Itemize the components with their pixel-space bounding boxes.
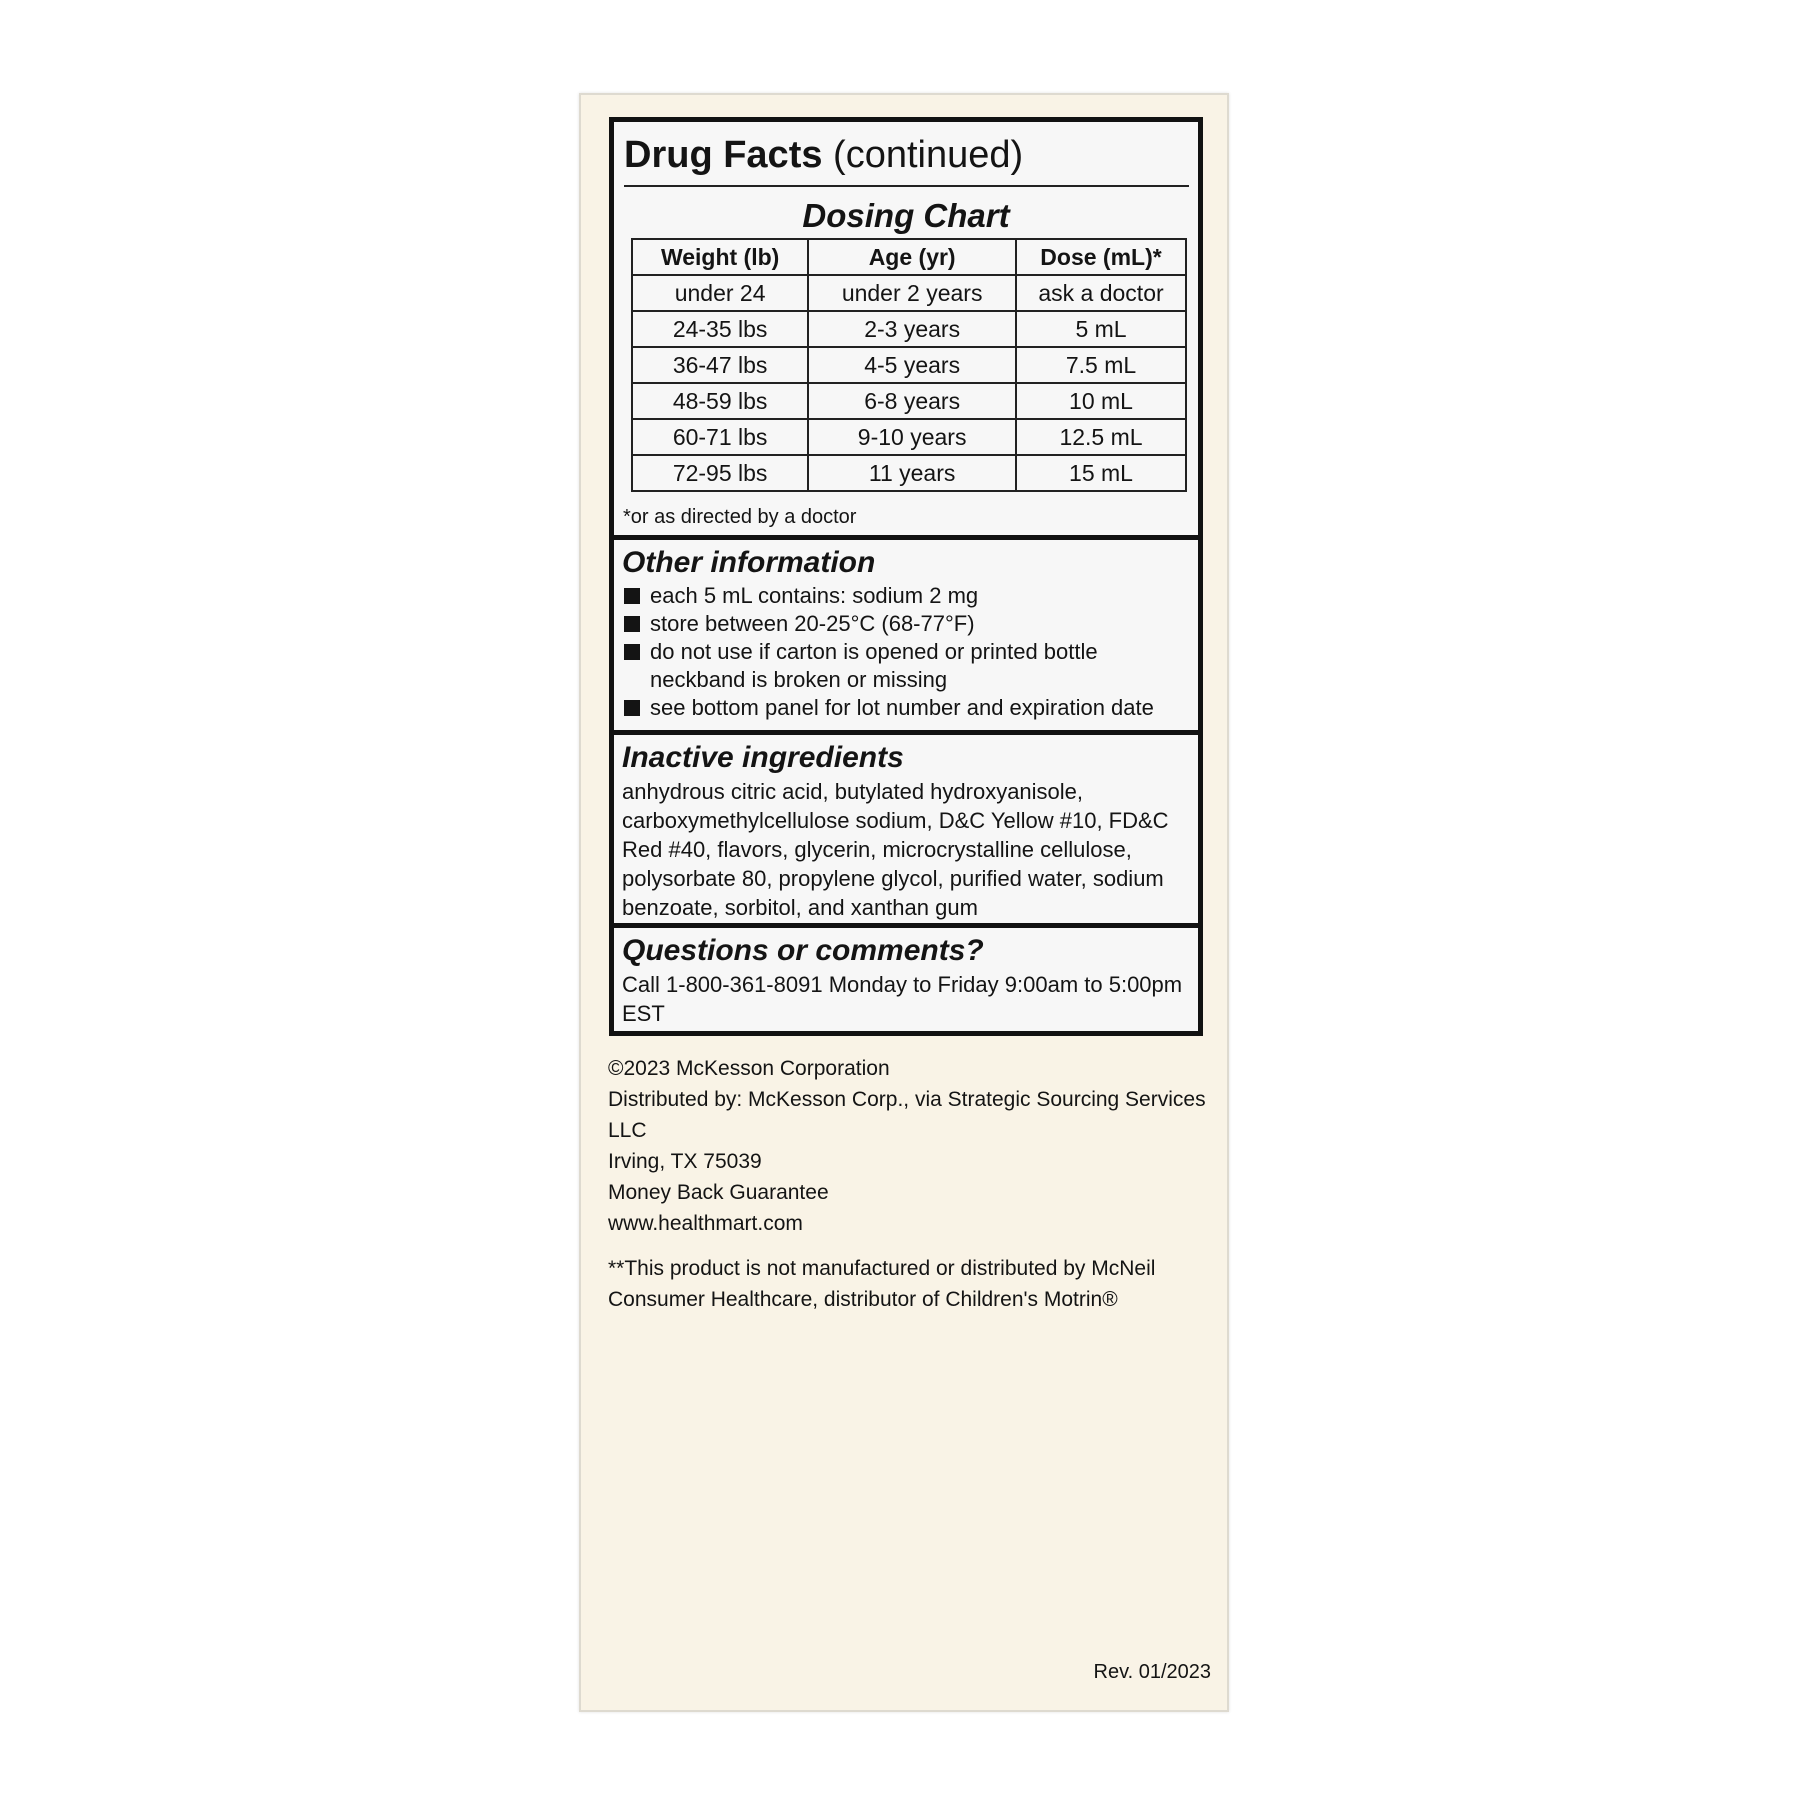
copyright-line: ©2023 McKesson Corporation: [608, 1057, 890, 1080]
other-information-title: Other information: [622, 546, 876, 579]
questions-section: [614, 923, 1198, 1031]
label-panel: [579, 93, 1229, 1712]
column-header-age: Age (yr): [808, 239, 1016, 275]
table-cell: 24-35 lbs: [632, 311, 808, 347]
dosing-chart-title: Dosing Chart: [802, 197, 1010, 234]
table-cell: 12.5 mL: [1016, 419, 1186, 455]
table-cell: ask a doctor: [1016, 275, 1186, 311]
dosing-chart-note: *or as directed by a doctor: [623, 506, 857, 528]
table-cell: 9-10 years: [808, 419, 1016, 455]
table-row: [632, 275, 1186, 311]
list-item: [622, 610, 1190, 638]
table-cell: 36-47 lbs: [632, 347, 808, 383]
table-row: [632, 347, 1186, 383]
questions-title: Questions or comments?: [622, 934, 984, 967]
drug-facts-title: [624, 130, 1189, 187]
distributor-info: [608, 1053, 1208, 1315]
list-item-text: each 5 mL contains: sodium 2 mg: [650, 583, 979, 608]
list-item-text: store between 20-25°C (68-77°F): [650, 611, 975, 636]
table-cell: 15 mL: [1016, 455, 1186, 491]
list-item: [622, 638, 1190, 694]
list-item-text: see bottom panel for lot number and expiration date: [650, 695, 1154, 720]
table-cell: 60-71 lbs: [632, 419, 808, 455]
list-item: [622, 694, 1190, 722]
table-row: [632, 311, 1186, 347]
website-line: www.healthmart.com: [608, 1212, 803, 1235]
table-cell: 72-95 lbs: [632, 455, 808, 491]
list-item-text: do not use if carton is opened or printed bottle neckband is broken or missing: [650, 639, 1098, 692]
column-header-weight: Weight (lb): [632, 239, 808, 275]
table-cell: 7.5 mL: [1016, 347, 1186, 383]
revision-date-code: Rev. 01/2023: [1093, 1661, 1211, 1683]
table-row: [632, 383, 1186, 419]
inactive-ingredients-text: anhydrous citric acid, butylated hydroxyanisole, carboxymethylcellulose sodium, D&C Yellow #10, FD&C Red #40, flavors, glycerin, microcrystalline cellulose, polysorbate 80, propylene glycol, purified water, sodium benzoate, sorbitol, and xanthan gum: [622, 779, 1169, 920]
table-row: [632, 455, 1186, 491]
dosing-chart-header-row: [632, 239, 1186, 275]
table-cell: under 24: [632, 275, 808, 311]
drug-facts-box: [609, 117, 1203, 1036]
table-cell: 6-8 years: [808, 383, 1016, 419]
guarantee-line: Money Back Guarantee: [608, 1181, 829, 1204]
drug-facts-title-suffix: (continued): [833, 134, 1024, 176]
drug-facts-title-bold: Drug Facts: [624, 134, 823, 176]
column-header-dose: Dose (mL)*: [1016, 239, 1186, 275]
address-line: Irving, TX 75039: [608, 1150, 762, 1173]
table-cell: 2-3 years: [808, 311, 1016, 347]
table-cell: 11 years: [808, 455, 1016, 491]
inactive-ingredients-section: [614, 730, 1198, 923]
bullet-square-icon: [624, 588, 640, 604]
inactive-ingredients-title: Inactive ingredients: [622, 741, 904, 774]
distributed-by-line: Distributed by: McKesson Corp., via Strategic Sourcing Services LLC: [608, 1088, 1206, 1142]
bullet-square-icon: [624, 616, 640, 632]
table-row: [632, 419, 1186, 455]
table-cell: 5 mL: [1016, 311, 1186, 347]
other-information-section: [614, 535, 1198, 730]
table-cell: 10 mL: [1016, 383, 1186, 419]
table-cell: 4-5 years: [808, 347, 1016, 383]
table-cell: 48-59 lbs: [632, 383, 808, 419]
bullet-square-icon: [624, 644, 640, 660]
table-cell: under 2 years: [808, 275, 1016, 311]
list-item: [622, 582, 1190, 610]
bullet-square-icon: [624, 700, 640, 716]
trademark-footnote: **This product is not manufactured or distributed by McNeil Consumer Healthcare, distributor of Children's Motrin®: [608, 1257, 1156, 1311]
questions-text: Call 1-800-361-8091 Monday to Friday 9:00am to 5:00pm EST: [622, 972, 1183, 1026]
other-information-list: [622, 582, 1190, 722]
dosing-chart-table: [631, 238, 1187, 492]
